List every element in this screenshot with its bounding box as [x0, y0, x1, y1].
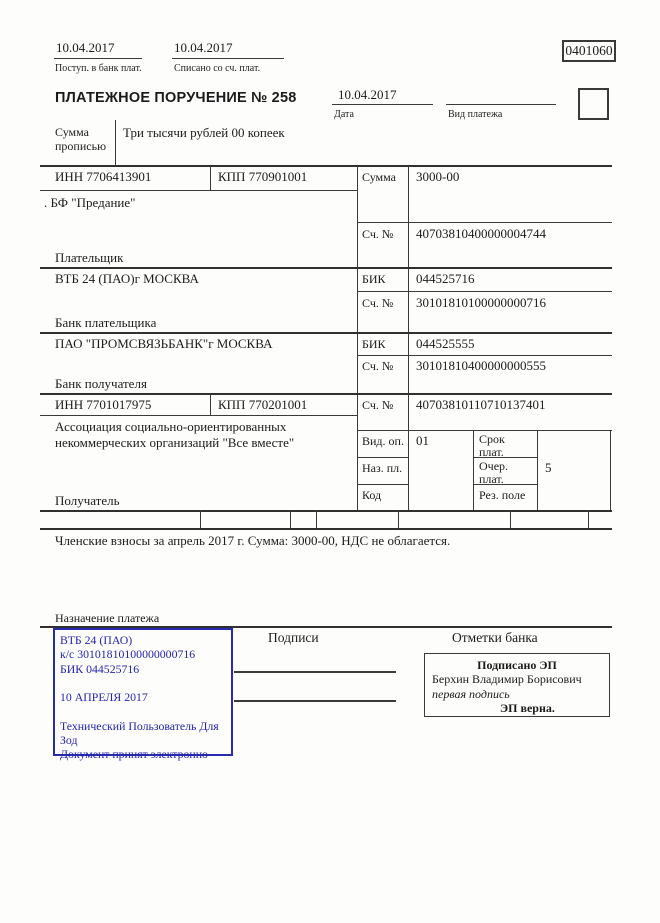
signatures-label: Подписи: [268, 630, 319, 645]
amount-words-label: Сумма: [55, 125, 89, 139]
divider: [40, 393, 612, 395]
bank-electronic-stamp: [53, 628, 233, 762]
purpose-code-label: Наз. пл.: [362, 461, 403, 475]
payee-name-line1: Ассоциация социально-ориентированных: [55, 419, 287, 434]
bank-marks-label: Отметки банка: [452, 630, 538, 645]
divider: [40, 528, 612, 530]
divider: [40, 165, 612, 167]
payee-bank-name: ПАО "ПРОМСВЯЗЬБАНК"г МОСКВА: [55, 336, 273, 351]
ep-stamp-subtitle: первая подпись: [432, 686, 510, 701]
payee-bank-bik: 044525555: [416, 336, 475, 351]
payer-name: . БФ "Предание": [44, 195, 136, 210]
divider: [316, 510, 317, 528]
purpose-text: Членские взносы за апрель 2017 г. Сумма: 3000-00, НДС не облагается.: [55, 533, 451, 548]
pay-term-label: Срок плат.: [479, 432, 505, 460]
payer-bank-name: ВТБ 24 (ПАО)г МОСКВА: [55, 271, 199, 286]
payee-label: Получатель: [55, 493, 120, 508]
date-received-label: Поступ. в банк плат.: [55, 63, 142, 74]
stamp-user: Технический Пользователь Для Зод: [60, 718, 219, 747]
payer-bank-label: Банк плательщика: [55, 315, 157, 330]
status-box: [578, 88, 609, 120]
divider: [200, 510, 201, 528]
payer-kpp: КПП 770901001: [218, 169, 308, 184]
divider: [398, 510, 399, 528]
payee-bank-account: 30101810400000000555: [416, 358, 546, 373]
divider: [408, 165, 409, 510]
divider: [332, 104, 433, 105]
divider: [40, 267, 612, 269]
divider: [115, 120, 116, 165]
payer-account: 40703810400000004744: [416, 226, 546, 241]
stamp-date: 10 АПРЕЛЯ 2017: [60, 690, 148, 705]
ep-stamp-name: Берхин Владимир Борисович: [432, 672, 582, 687]
divider: [40, 415, 357, 416]
payee-account: 40703810110710137401: [416, 397, 546, 412]
payer-bank-account-label: Сч. №: [362, 296, 394, 310]
payment-type-label: Вид платежа: [448, 109, 503, 120]
stamp-bank-name: ВТБ 24 (ПАО): [60, 633, 133, 647]
order-label: Очер. плат.: [479, 459, 509, 487]
sum-value: 3000-00: [416, 169, 460, 184]
document-title: ПЛАТЕЖНОЕ ПОРУЧЕНИЕ № 258: [55, 90, 297, 106]
code-label: Код: [362, 488, 382, 502]
purpose-label: Назначение платежа: [55, 611, 160, 625]
reserve-field-label: Рез. поле: [479, 488, 526, 502]
date-received-bank: 10.04.2017: [56, 40, 115, 55]
amount-words: Три тысячи рублей 00 копеек: [123, 125, 285, 140]
date-debited-label: Списано со сч. плат.: [174, 63, 261, 74]
signed-ep-stamp: [424, 653, 610, 717]
payer-bank-bik: 044525716: [416, 271, 475, 286]
divider: [357, 484, 408, 485]
sum-label: Сумма: [362, 170, 396, 184]
stamp-note: Документ принят электронно: [60, 747, 208, 762]
divider: [210, 393, 211, 415]
payer-bank-bik-label: БИК: [362, 272, 386, 286]
divider: [54, 58, 142, 59]
form-code-box: [562, 40, 616, 62]
order-value: 5: [545, 460, 552, 475]
payee-account-label: Сч. №: [362, 398, 394, 412]
divider: [357, 457, 408, 458]
divider: [210, 165, 211, 190]
stamp-bik: БИК 044525716: [60, 661, 140, 676]
signature-line: [234, 700, 396, 702]
payee-bank-label: Банк получателя: [55, 376, 147, 391]
ep-stamp-verified: ЭП верна.: [500, 701, 555, 716]
stamp-corr-account: к/с 30101810100000000716: [60, 647, 196, 662]
divider: [537, 430, 538, 510]
divider: [40, 190, 357, 191]
payer-bank-account: 30101810100000000716: [416, 295, 546, 310]
op-type-value: 01: [416, 433, 429, 448]
divider: [446, 104, 556, 105]
op-type-label: Вид. оп.: [362, 434, 404, 448]
spacer: [60, 705, 226, 719]
payee-bank-bik-label: БИК: [362, 337, 386, 351]
signature-line: [234, 671, 396, 673]
spacer: [60, 676, 226, 690]
divider: [172, 58, 284, 59]
date-debited-account: 10.04.2017: [174, 40, 233, 55]
payer-inn: ИНН 7706413901: [55, 169, 152, 184]
divider: [588, 510, 589, 528]
divider: [40, 332, 612, 334]
payer-label: Плательщик: [55, 250, 124, 265]
divider: [610, 430, 611, 510]
form-code: 0401060: [565, 43, 613, 58]
payee-kpp: КПП 770201001: [218, 397, 308, 412]
ep-stamp-title: Подписано ЭП: [477, 658, 557, 672]
divider: [290, 510, 291, 528]
amount-words-label-2: прописью: [55, 139, 107, 153]
divider: [510, 510, 511, 528]
divider: [357, 355, 612, 356]
payee-inn: ИНН 7701017975: [55, 397, 152, 412]
document-date-label: Дата: [334, 109, 354, 120]
payer-account-label: Сч. №: [362, 227, 394, 241]
divider: [473, 430, 474, 510]
divider: [357, 291, 612, 292]
payee-name-line2: некоммерческих организаций "Все вместе": [55, 435, 295, 450]
divider: [357, 222, 612, 223]
payee-bank-account-label: Сч. №: [362, 359, 394, 373]
document-date: 10.04.2017: [338, 87, 397, 102]
divider: [40, 510, 612, 512]
